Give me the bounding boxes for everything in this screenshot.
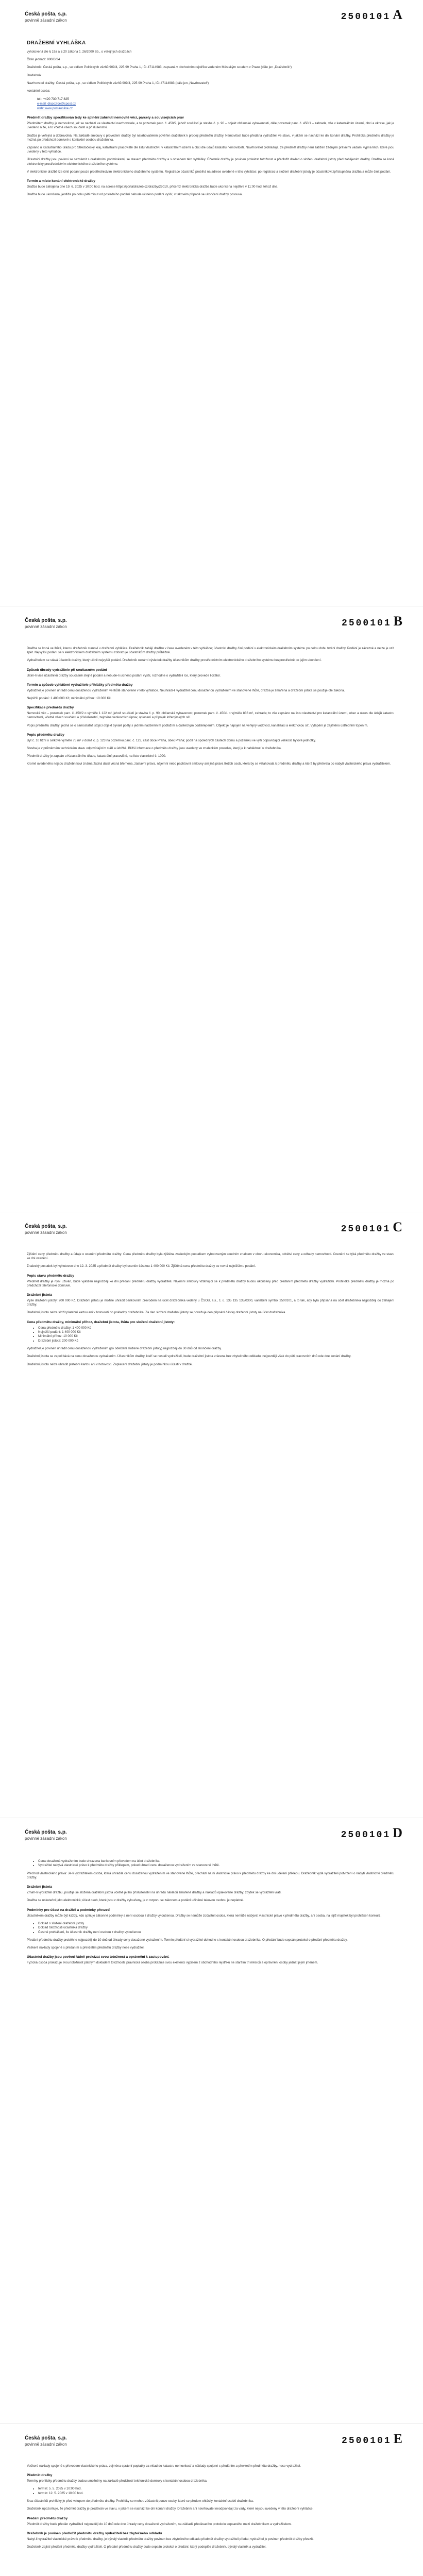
bullet-list <box>27 1922 394 1935</box>
company-subtitle: povinně zásadní zákon <box>25 624 67 629</box>
page-number-digits: 2500101 <box>341 1830 391 1840</box>
paragraph: Přechod vlastnického práva: Je-li vydražitelem osoba, která uhradila cenu dosaženou vydražením ve stanovené lhůtě, přechází na ni vlastnické právo k předmětu dražby ke dni udělení příklepu. Dražebník vydá vydražiteli potvrzení o nabytí vlastnictví předmětu dražby. <box>27 1871 394 1880</box>
list-item: • Čestné prohlášení, že účastník dražby není osobou z dražby vyloučenou <box>38 1930 394 1935</box>
page-body <box>27 1252 394 1370</box>
page-b <box>0 606 423 1212</box>
paragraph: Dražebník <box>27 73 42 77</box>
page-number <box>341 7 402 23</box>
paragraph: Účastníkem dražby může být každý, kdo splňuje zákonné podmínky a není osobou z dražby vyloučenou. Dražby se nemůže zúčastnit osoba, která nemůže nabývat vlastnické právo k předmětu dražby, ani osoba, na jejíž majetek byl prohlášen konkurz. <box>27 1913 382 1918</box>
page-number-digits: 2500101 <box>342 2436 392 2446</box>
bullet-list <box>27 1859 394 1868</box>
paragraph: Znalecký posudek byl vyhotoven dne 12. 3. 2025 a předmět dražby byl oceněn částkou 1 400 000 Kč. Zjištěná cena předmětu dražby se rovná nejnižšímu podání. <box>27 1264 256 1268</box>
contact-link[interactable]: web: www.postaonline.cz <box>37 107 73 111</box>
section-heading: Popis stavu předmětu dražby <box>27 1274 74 1278</box>
section-heading: Termín a místo konání elektronické dražby <box>27 179 95 183</box>
contact-line: tel.: +420 730 717 825 <box>37 97 69 101</box>
page-number-digits: 2500101 <box>341 1224 391 1234</box>
list-item: • Doklad totožnosti účastníka dražby <box>38 1926 394 1930</box>
paragraph: Stavba je v průměrném technickém stavu odpovídajícím stáří a údržbě. Bližší informace o předmětu dražby jsou uvedeny ve znaleckém posudku, který je k nahlédnutí u dražebníka. <box>27 747 282 751</box>
page-letter: C <box>393 1219 402 1234</box>
company-name: Česká pošta, s.p. <box>25 1224 67 1229</box>
page-header <box>25 2435 67 2447</box>
paragraph: Dražebník zajistí předání předmětu dražby vydražiteli. O předání předmětu dražby bude sepsán protokol o předání, který podepíše dražebník, bývalý vlastník a vydražitel. <box>27 2545 266 2549</box>
list-item: • Doklad o složení dražební jistoty <box>38 1922 394 1926</box>
company-subtitle: povinně zásadní zákon <box>25 18 67 23</box>
list-item: • Nejnižší podání: 1 400 000 Kč <box>38 1330 394 1334</box>
paragraph: Předmětem dražby je nemovitost, jež se nachází ve vlastnictví navrhovatele, a to pozemek parc. č. 450/2, jehož součástí je stavba č. p. 90 – objekt občanské vybavenosti, dále pozemek parc. č. 450/1 – zahrada, vše v katastrálním území, obci a okrese, jak je uvedeno níže, a to včetně všech součástí a příslušenství. <box>27 122 394 130</box>
page-body <box>27 1858 394 1969</box>
paragraph: Dražba se uskuteční jako elektronická; účast osob, které jsou z dražby vyloučeny, je v rozporu se zákonem a podání učiněné takovou osobou je neplatné. <box>27 1899 244 1903</box>
paragraph: Popis předmětu dražby: jedná se o samostatně stojící objekt bývalé pošty s jedním nadzemním podlažím a částečným podsklepením. Objekt je napojen na veřejný vodovod, kanalizaci a elektrickou síť. Vytápění je zajištěno ústředním topením. <box>27 723 368 727</box>
company-subtitle: povinně zásadní zákon <box>25 1230 67 1235</box>
list-item: • termín: 12. 5. 2025 v 10:00 hod. <box>38 2492 394 2496</box>
document-title: DRAŽEBNÍ VYHLÁŠKA <box>27 40 86 46</box>
paragraph: Výše dražební jistoty: 200 000 Kč. Dražební jistotu je možné uhradit bankovním převodem na účet dražebníka vedený u ČSOB, a.s., č. ú. 135 135 135/0300, variabilní symbol 2500101, a to tak, aby byla připsána na účet dražebníka nejpozději do zahájení dražby. <box>27 1299 394 1307</box>
page-body <box>27 40 394 200</box>
paragraph: Nejnižší podání: 1 400 000 Kč; minimální příhoz: 10 000 Kč. <box>27 697 112 701</box>
paragraph: Předání předmětu dražby proběhne nejpozději do 10 dnů od úhrady ceny dosažené vydražením. Termín předání si vydražitel dohodne s kontaktní osobou dražebníka. O předání bude sepsán protokol o předání předmětu dražby. <box>27 1938 348 1942</box>
page-e <box>0 2424 423 2576</box>
section-heading: Cena předmětu dražby, minimální příhoz, dražební jistota, lhůta pro složení dražební jistoty: <box>27 1320 175 1324</box>
section-heading: Podmínky pro účast na dražbě a podmínky převzetí <box>27 1908 110 1912</box>
company-name: Česká pošta, s.p. <box>25 2435 67 2441</box>
page-number-digits: 2500101 <box>342 618 392 629</box>
page-header <box>25 11 67 23</box>
paragraph: Dražba je veřejná a dobrovolná. Na základě smlouvy o provedení dražby byl navrhovatelem pověřen dražebník k prodeji předmětu dražby. Nemovitost bude předána vydražiteli ve stavu, v jakém se nachází ke dni konání dražby. Prohlídka předmětu dražby je možná po předchozí domluvě s kontaktní osobou dražebníka. <box>27 133 394 142</box>
page-d <box>0 1818 423 2424</box>
paragraph: Termíny prohlídky předmětu dražby budou umožněny na základě předchozí telefonické domluvy s kontaktní osobou dražebníka. <box>27 2479 208 2483</box>
paragraph: Navrhovatel dražby: Česká pošta, s.p., se sídlem Politických vězňů 909/4, 225 99 Praha 1, IČ: 47114983 (dále jen „Navrhovatel“) <box>27 81 209 85</box>
paragraph: Dražební jistotu nelze uhradit platební kartou ani v hotovosti. Zaplacení dražební jistoty je podmínkou účasti v dražbě. <box>27 1362 193 1366</box>
list-item: • Cena dosažená vydražením bude uhrazena bankovním převodem na účet dražebníka. <box>38 1859 394 1863</box>
page-letter: A <box>393 7 402 22</box>
paragraph: Byt č. 10 tržní o celkové výměře 75 m² v domě č. p. 123 na pozemku parc. č. 123, část obce Praha, obec Praha; podíl na společných částech domu a pozemku ve výši odpovídající velikosti bytové jednotky. <box>27 738 316 742</box>
paragraph: kontaktní osoba: <box>27 89 50 93</box>
paragraph: Účastníci dražby jsou povinni se seznámit s dražebními podmínkami, se stavem předmětu dražby a s obsahem této vyhlášky. Účastník dražby je povinen prokázat totožnost a předložit doklad o složení dražební jistoty před zahájením dražby. Dražba se koná elektronicky prostřednictvím elektronického dražebního systému. <box>27 158 394 166</box>
paragraph: Zmaří-li vydražitel dražbu, použije se složená dražební jistota včetně jejího příslušenství na úhradu nákladů zmařené dražby a nákladů opakované dražby; zbytek se vydražiteli vrátí. <box>27 1891 282 1895</box>
page-number <box>342 2431 402 2447</box>
list-item: • Minimální příhoz: 10 000 Kč <box>38 1334 394 1338</box>
paragraph: Nabyl-li vydražitel vlastnické právo k předmětu dražby, je bývalý vlastník předmětu dražby povinen bez zbytečného odkladu předmět dražby vydražiteli předat; vydražitel je povinen předmět dražby převzít. <box>27 2537 314 2541</box>
paragraph: Dražba se koná ve lhůtě, kterou dražebník stanoví v dražební vyhlášce. Dražebník zahájí dražbu v čase uvedeném v této vyhlášce; účastníci dražby činí podání v elektronickém dražebním systému po celou dobu trvání dražby. Podání je závazné a nelze je vzít zpět. Nejvyšší podání se v elektronickém dražebním systému zobrazuje účastníkům dražby průběžně. <box>27 647 394 655</box>
contact-link[interactable]: e-mail: dispozice@cpost.cz <box>37 102 76 106</box>
section-heading: Dražební jistota <box>27 1885 53 1889</box>
bullet-list <box>27 1326 394 1344</box>
paragraph: Vydražitelem se stává účastník dražby, který učinil nejvyšší podání. Dražebník oznámí výsledek dražby účastníkům dražby prostřednictvím elektronického dražebního systému bezprostředně po jejím ukončení. <box>27 658 322 663</box>
section-heading: Účastníci dražby jsou povinni řádně prokázat svou totožnost a oprávnění k zastupování. <box>27 1955 170 1959</box>
page-header <box>25 1829 67 1841</box>
page-body <box>27 647 394 770</box>
section-heading: Předmět dražby <box>27 2473 53 2478</box>
paragraph: Nemovitá věc – pozemek parc. č. 450/2 o výměře 1 122 m², jehož součástí je stavba č. p. 90, občanská vybavenost; pozemek parc. č. 450/1 o výměře 836 m², zahrada; to vše zapsáno na listu vlastnictví pro katastrální území, obec a okres dle údajů katastru nemovitostí, včetně všech součástí a příslušenství, zejména venkovních úprav, oplocení a přípojek inženýrských sítí. <box>27 711 394 720</box>
company-name: Česká pošta, s.p. <box>25 11 67 17</box>
page-letter: B <box>393 614 402 629</box>
page-number <box>342 614 402 629</box>
paragraph: V elektronické dražbě lze činit podání pouze prostřednictvím elektronického dražebního systému. Registrace účastníků probíhá na adrese uvedené v této vyhlášce; po registraci a složení dražební jistoty je účastníkovi zpřístupněna dražba a může činit podání. <box>27 170 391 174</box>
page-letter: E <box>393 2431 402 2446</box>
paragraph: Zjištění ceny předmětu dražby a údaje o ocenění předmětu dražby: Cena předmětu dražby byla zjištěna znaleckým posudkem vyhotoveným soudním znalcem v oboru ekonomika, odvětví ceny a odhady nemovitostí. Ocenění se týká předmětu dražby ve stavu ke dni ocenění. <box>27 1252 394 1261</box>
paragraph: vyhotovená dle § 19a a § 20 zákona č. 26/2000 Sb., o veřejných dražbách <box>27 50 132 54</box>
paragraph: Dražba bude zahájena dne 19. 6. 2025 v 10:00 hod. na adrese https://portaldrazeb.cz/drazby/25010, přičemž elektronická dražba bude ukončena nejdříve v 11:00 hod. téhož dne. <box>27 185 278 189</box>
paragraph: Sraz účastníků prohlídky je před vstupem do předmětu dražby. Prohlídky se mohou zúčastnit pouze osoby, které se předem ohlásily kontaktní osobě dražebníka. <box>27 2499 254 2503</box>
paragraph: Kromě uvedeného nejsou dražebníkovi známa žádná další věcná břemena, zástavní práva, nájemní nebo pachtovní smlouvy ani jiná práva třetích osob, která by se vztahovala k předmětu dražby a která by přetrvala po nabytí vlastnického práva vydražitelem. <box>27 762 391 766</box>
paragraph: Předmět dražby bude předán vydražiteli nejpozději do 10 dnů ode dne úhrady ceny dosažené vydražením, na základě předávacího protokolu sepsaného mezi dražebníkem a vydražitelem. <box>27 2522 292 2526</box>
paragraph: Číslo jednací: 900/D/24 <box>27 58 60 62</box>
section-heading: Dražební jistota <box>27 1293 53 1297</box>
paragraph: Předmět dražby je zapsán u Katastrálního úřadu, katastrální pracoviště, na listu vlastnictví č. 1090. <box>27 754 166 758</box>
bullet-list <box>27 2487 394 2496</box>
company-subtitle: povinně zásadní zákon <box>25 1836 67 1841</box>
list-item: • Cena předmětu dražby: 1 400 000 Kč <box>38 1326 394 1330</box>
list-item: • Vydražitel nabývá vlastnické právo k předmětu dražby příklepem, pokud uhradí cenu dosaženou vydražením ve stanovené lhůtě. <box>38 1863 394 1868</box>
list-item: • termín: 5. 5. 2025 v 10:00 hod. <box>38 2487 394 2491</box>
paragraph: Vydražitel je povinen uhradit cenu dosaženou vydražením ve lhůtě stanovené v této vyhlášce. Neuhradí-li vydražitel cenu dosaženou vydražením ve stanovené lhůtě, dražba je zmařena a dražební jistota se použije dle zákona. <box>27 688 345 692</box>
page-header <box>25 1224 67 1235</box>
list-item: • Dražební jistota: 200 000 Kč <box>38 1339 394 1343</box>
paragraph: Zapsáno u Katastrálního úřadu pro Středočeský kraj, katastrální pracoviště dle listu vlastnictví, v katastrálním území a obci dle údajů katastru nemovitostí. Navrhovatel prohlašuje, že předmět dražby není zatížen žádnými právními vadami vyjma těch, které jsou uvedeny v této vyhlášce. <box>27 146 394 154</box>
company-subtitle: povinně zásadní zákon <box>25 2442 67 2447</box>
section-heading: Popis předmětu dražby <box>27 733 64 737</box>
paragraph: Fyzická osoba prokazuje svou totožnost platným dokladem totožnosti; právnická osoba prokazuje svou existenci výpisem z obchodního rejstříku ne starším tří měsíců a oprávnění osoby jednat jejím jménem. <box>27 1961 318 1965</box>
company-name: Česká pošta, s.p. <box>25 618 67 623</box>
paragraph: Dražebník upozorňuje, že předmět dražby je prodáván ve stavu, v jakém se nachází ke dni konání dražby. Dražebník ani navrhovatel neodpovídají za vady, které nejsou uvedeny v této dražební vyhlášce. <box>27 2507 314 2511</box>
section-heading: Dražebník je povinen předložit předmětu dražby vydražiteli bez zbytečného odkladu <box>27 2531 162 2535</box>
paragraph: Předmět dražby je nyní užíván, bude vyklizen nejpozději ke dni předání předmětu dražby vydražiteli. Nájemní smlouvy vztahující se k předmětu dražby budou ukončeny před předáním předmětu dražby vydražiteli. Prohlídka předmětu dražby je možná po předchozí telefonické domluvě. <box>27 1279 394 1287</box>
paragraph: Vydražitel je povinen uhradit cenu dosaženou vydražením (po odečtení složené dražební jistoty) nejpozději do 30 dnů od skončení dražby. <box>27 1347 222 1351</box>
page-letter: D <box>393 1825 402 1840</box>
paragraph: Dražební jistota se započítává na cenu dosaženou vydražením. Účastníkům dražby, kteří se nestali vydražiteli, bude dražební jistota vrácena bez zbytečného odkladu, nejpozději však do pěti pracovních dnů ode dne konání dražby. <box>27 1354 351 1359</box>
paragraph: Veškeré náklady spojené s předáním a převzetím předmětu dražby nese vydražitel. <box>27 1946 145 1950</box>
page-number <box>341 1825 402 1841</box>
page-header <box>25 618 67 630</box>
page-c <box>0 1212 423 1818</box>
paragraph: Učiní-li více účastníků dražby současně stejné podání a nebude-li učiněno podání vyšší, rozhodne o vydražiteli los, který provede licitátor. <box>27 673 221 677</box>
paragraph: Veškeré náklady spojené s převodem vlastnického práva, zejména správní poplatky za vklad do katastru nemovitostí a náklady spojené s předáním a převzetím předmětu dražby, nese vydražitel. <box>27 2464 301 2468</box>
paragraph: Dražba bude ukončena, jestliže po dobu pěti minut od posledního podání nebude učiněno podání vyšší; v takovém případě se ukončení dražby posouvá. <box>27 193 243 197</box>
paragraph: Dražebník: Česká pošta, s.p., se sídlem Politických vězňů 909/4, 225 99 Praha 1, IČ: 47114983, zapsaná v obchodním rejstříku vedeném Městským soudem v Praze (dále jen „Dražebník“) <box>27 65 292 70</box>
paragraph: Dražební jistotu nelze složit platební kartou ani v hotovosti do pokladny dražebníka. Za den složení dražební jistoty se považuje den připsání částky dražební jistoty na účet dražebníka. <box>27 1311 286 1315</box>
page-number-digits: 2500101 <box>341 12 391 22</box>
page-number <box>341 1219 402 1235</box>
contact-block <box>37 97 394 111</box>
page-body <box>27 2464 394 2553</box>
company-name: Česká pošta, s.p. <box>25 1829 67 1835</box>
section-heading: Specifikace předmětu dražby <box>27 706 74 710</box>
section-heading: Způsob úhrady vydražitele při současném podání <box>27 668 107 672</box>
page-a <box>0 0 423 606</box>
section-heading: Termín a způsob vyhlášení vydražitele přihlášky předmětu dražby <box>27 683 133 687</box>
section-heading: Předmět dražby specifikován tedy ke splnění zahrnutí nemovité věci, parcely a souvisejících práv <box>27 116 184 120</box>
section-heading: Předání předmětu dražby <box>27 2516 68 2520</box>
